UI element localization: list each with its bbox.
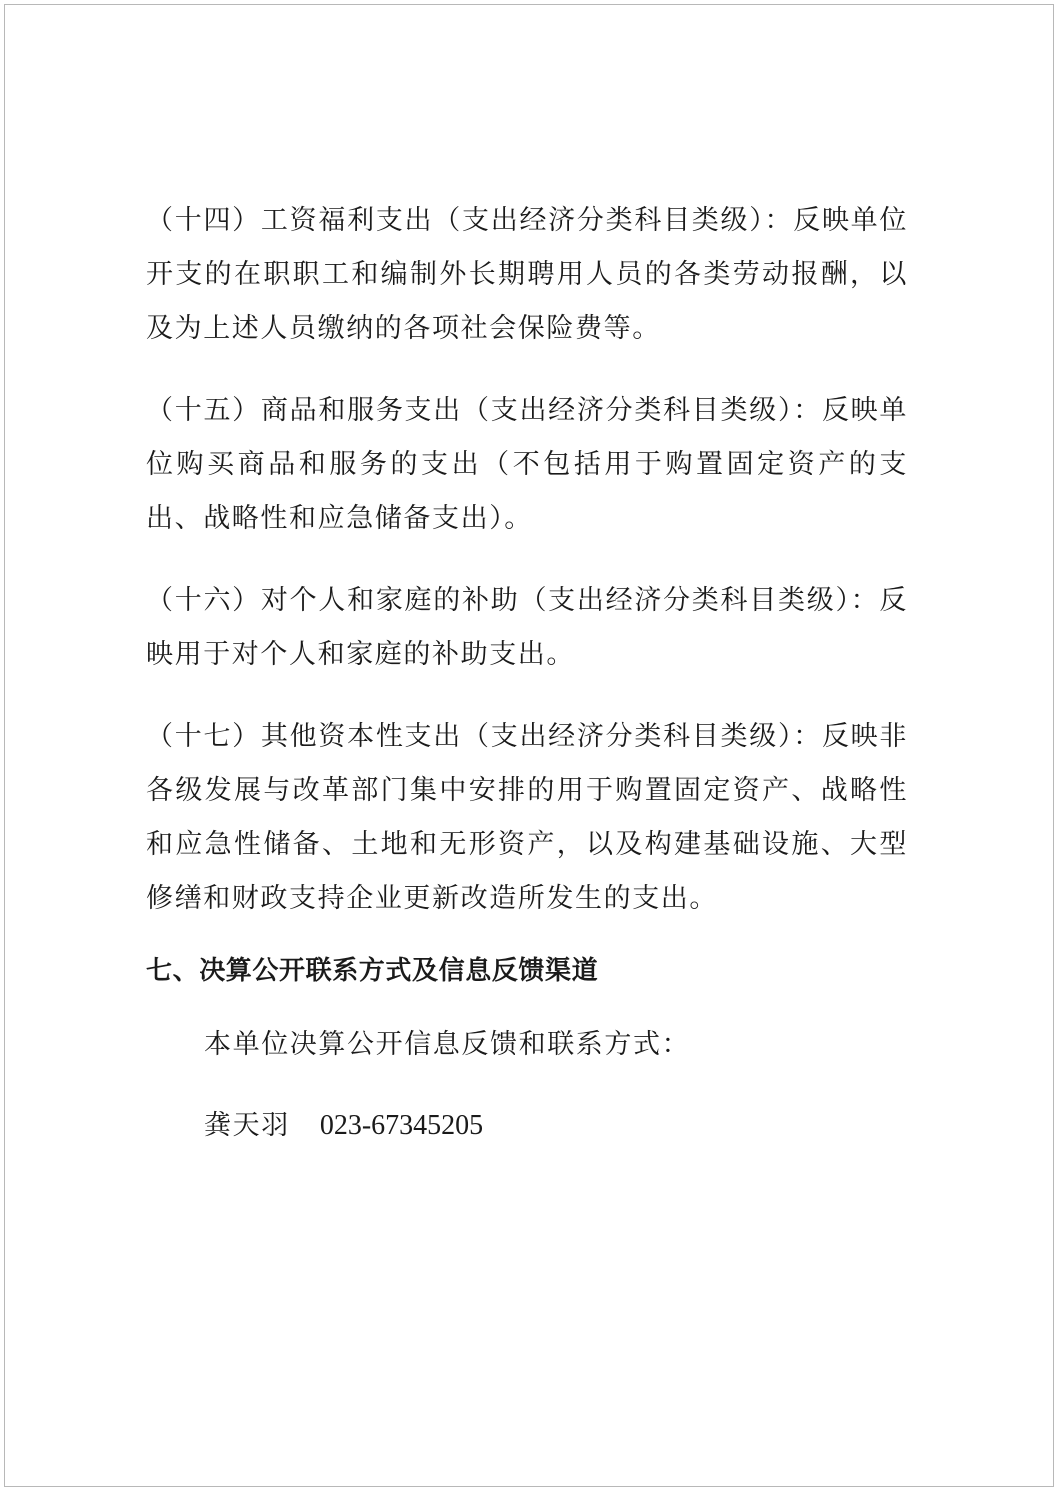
document-page xyxy=(4,4,1054,1487)
page-content xyxy=(146,194,908,1180)
paragraph-household-subsidy: （十六）对个人和家庭的补助（支出经济分类科目类级）：反映用于对个人和家庭的补助支出。 xyxy=(146,585,908,670)
section-heading-contact: 七、决算公开联系方式及信息反馈渠道 xyxy=(146,956,599,986)
paragraph-capital-expenditure: （十七）其他资本性支出（支出经济分类科目类级）：反映非各级发展与改革部门集中安排的用于购置固定资产、战略性和应急性储备、土地和无形资产，以及构建基础设施、大型修缮和财政支持企业更新改造所发生的支出。 xyxy=(146,721,908,914)
paragraph-goods-services: （十五）商品和服务支出（支出经济分类科目类级）：反映单位购买商品和服务的支出（不包括用于购置固定资产的支出、战略性和应急储备支出）。 xyxy=(146,395,908,534)
paragraph-wage-welfare: （十四）工资福利支出（支出经济分类科目类级）：反映单位开支的在职职工和编制外长期聘用人员的各类劳动报酬，以及为上述人员缴纳的各项社会保险费等。 xyxy=(146,205,908,344)
contact-phone: 023-67345205 xyxy=(319,1110,484,1141)
contact-intro: 本单位决算公开信息反馈和联系方式： xyxy=(204,1029,691,1060)
contact-line xyxy=(204,1099,908,1153)
contact-name: 龚天羽 xyxy=(204,1110,290,1141)
